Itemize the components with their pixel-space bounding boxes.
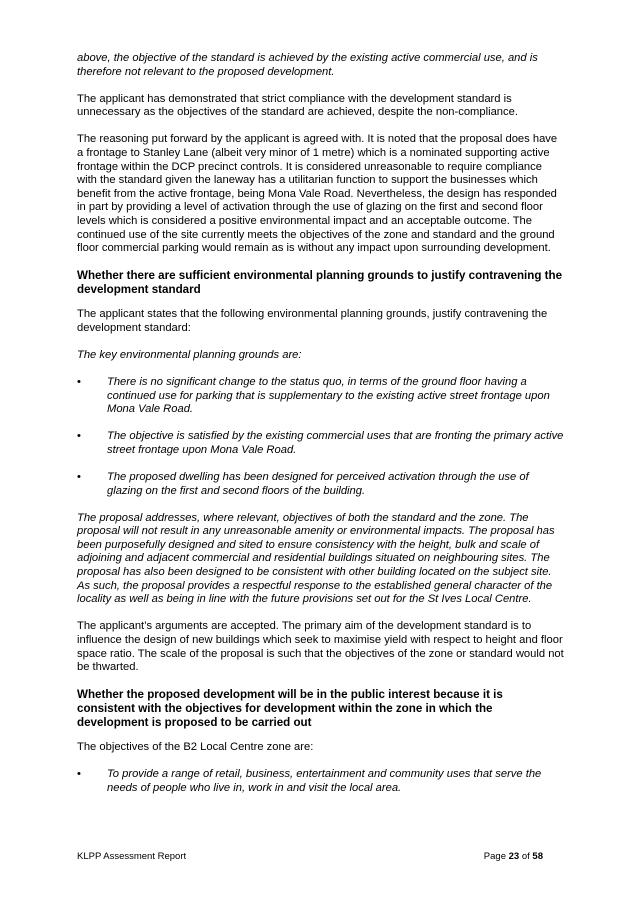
bullet-marker: • — [77, 768, 81, 781]
list-item — [77, 471, 564, 498]
footer-report-title: KLPP Assessment Report — [77, 851, 187, 862]
paragraph-reasoning-agreed: The reasoning put forward by the applicant is agreed with. It is noted that the proposal does have a frontage to Stanley Lane (albeit very minor of 1 metre) which is a nominated supporting active frontage within the DCP precinct controls. It is considered unreasonable to require compliance with the standard given the laneway has a utilitarian function to support the businesses which benefit from the active frontage, being Mona Vale Road. Nevertheless, the design has responded in part by providing a level of activation through the use of glazing on the first and second floor levels which is considered a positive environmental impact and an acceptable outcome. The continued use of the site currently meets the objectives of the zone and standard and the ground floor commercial parking would remain as is without any impact upon surrounding development. — [77, 133, 558, 255]
heading-public-interest: Whether the proposed development will be in the public interest because it is consistent with the objectives for development within the zone in which the development is proposed to be carried out — [77, 688, 503, 730]
footer-page-total: 58 — [532, 851, 543, 862]
paragraph-objective-continued: above, the objective of the standard is achieved by the existing active commercial use, and is therefore not relevant to the proposed development. — [77, 52, 538, 78]
paragraph-zone-objectives: The objectives of the B2 Local Centre zone are: — [77, 741, 314, 754]
list-item — [77, 376, 564, 417]
footer-page-current: 23 — [508, 851, 520, 862]
bullet-marker: • — [77, 470, 81, 483]
bullet-marker: • — [77, 376, 81, 388]
list-item-text: The proposed dwelling has been designed for perceived activation through the use of glazing on the first and second floors of the building. — [107, 470, 529, 497]
document-body — [77, 52, 564, 809]
list-item-text: There is no significant change to the status quo, in terms of the ground floor having a continued use for parking that is supplementary to the existing active street frontage upon Mona Vale Road. — [107, 376, 550, 416]
list-item-text: The objective is satisfied by the existing commercial uses that are fronting the primary active street frontage upon Mona Vale Road. — [107, 430, 564, 456]
bullet-marker: • — [77, 430, 81, 443]
paragraph-key-grounds: The key environmental planning grounds are: — [77, 348, 302, 361]
paragraph-compliance-unnecessary: The applicant has demonstrated that strict compliance with the development standard is unnecessary as the objectives of the standard are achieved, despite the non-compliance. — [77, 92, 518, 119]
paragraph-applicant-states: The applicant states that the following environmental planning grounds, justify contravening the development standard: — [77, 308, 548, 334]
footer-page-word: Page — [483, 851, 506, 862]
footer-page-number — [484, 851, 543, 863]
paragraph-proposal-addresses: The proposal addresses, where relevant, objectives of both the standard and the zone. The proposal will not result in any unreasonable amenity or environmental impacts. The proposal has been purposefully designed and sited to ensure consistency with the height, bulk and scale of adjoining and adjacent commercial and residential buildings situated on neighbouring sites. The proposal has also been designed to be consistent with other building located on the subject site. As such, the proposal provides a respectful response to the established general character of the locality as well as being in line with the future provisions set out for the St Ives Local Centre. — [77, 511, 555, 606]
footer-of-word: of — [521, 851, 530, 862]
page-footer — [77, 851, 543, 863]
paragraph-arguments-accepted: The applicant’s arguments are accepted. The primary aim of the development standard is to influence the design of new buildings which seek to maximise yield with respect to height and floor space ratio. The scale of the proposal is such that the objectives of the zone or standard would not be thwarted. — [77, 620, 564, 674]
list-item — [77, 430, 564, 457]
heading-environmental-grounds: Whether there are sufficient environmental planning grounds to justify contravening the development standard — [77, 269, 563, 297]
list-item-text: To provide a range of retail, business, entertainment and community uses that serve the needs of people who live in, work in and visit the local area. — [107, 768, 542, 794]
list-item — [77, 768, 564, 795]
